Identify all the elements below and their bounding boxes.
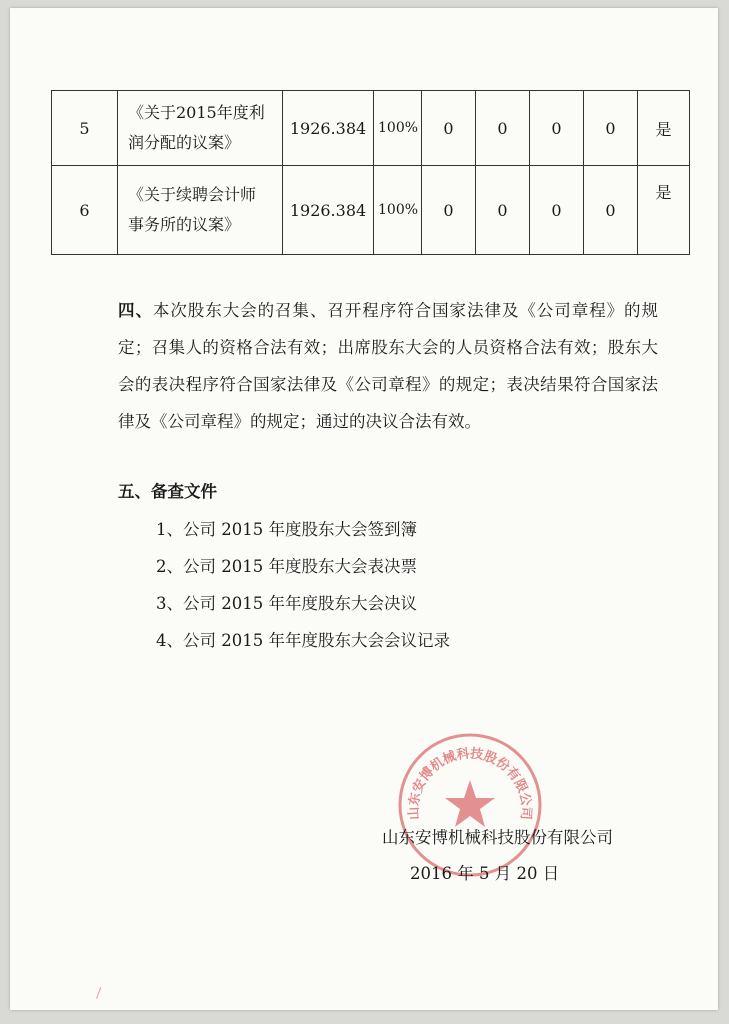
proposal-name: 《关于2015年度利 润分配的议案》	[118, 91, 283, 166]
reference-documents-list	[156, 517, 450, 665]
vote-cell: 0	[476, 91, 530, 166]
company-name: 山东安博机械科技股份有限公司	[382, 828, 613, 847]
table-row	[52, 166, 690, 255]
shares-cell: 1926.384	[283, 91, 374, 166]
list-item: 2、公司 2015 年度股东大会表决票	[156, 557, 417, 576]
table-row	[52, 91, 690, 166]
voting-results-table	[51, 90, 690, 255]
proposal-name: 《关于续聘会计师 事务所的议案》	[118, 166, 283, 255]
section-4-text: 本次股东大会的召集、召开程序符合国家法律及《公司章程》的规定；召集人的资格合法有效；出席股东大会的人员资格合法有效；股东大会的表决程序符合国家法律及《公司章程》的规定；表决结果符合国家法律及《公司章程》的规定；通过的决议合法有效。	[118, 301, 659, 431]
svg-text:山东安博机械科技股份有限公司: 山东安博机械科技股份有限公司	[406, 746, 534, 821]
document-date: 2016 年 5 月 20 日	[410, 864, 560, 883]
ratio-cell: 100%	[374, 91, 422, 166]
ratio-cell: 100%	[374, 166, 422, 255]
scan-mark	[96, 987, 107, 1001]
row-number: 5	[52, 91, 118, 166]
vote-cell: 0	[584, 91, 638, 166]
vote-cell: 0	[530, 91, 584, 166]
vote-cell: 0	[422, 91, 476, 166]
vote-cell: 0	[422, 166, 476, 255]
list-item: 4、公司 2015 年年度股东大会会议记录	[156, 631, 450, 650]
vote-cell: 0	[584, 166, 638, 255]
legal-opinion-paragraph	[118, 292, 658, 440]
vote-cell: 0	[476, 166, 530, 255]
shares-cell: 1926.384	[283, 166, 374, 255]
list-item: 3、公司 2015 年年度股东大会决议	[156, 594, 417, 613]
document-page	[10, 8, 718, 1010]
list-item: 1、公司 2015 年度股东大会签到簿	[156, 520, 417, 539]
company-seal	[397, 732, 543, 878]
passed-cell: 是	[638, 91, 690, 166]
row-number: 6	[52, 166, 118, 255]
vote-cell: 0	[530, 166, 584, 255]
passed-cell: 是	[638, 166, 690, 255]
section-4-heading: 四、	[118, 301, 153, 320]
section-5-title: 五、备查文件	[118, 482, 217, 501]
